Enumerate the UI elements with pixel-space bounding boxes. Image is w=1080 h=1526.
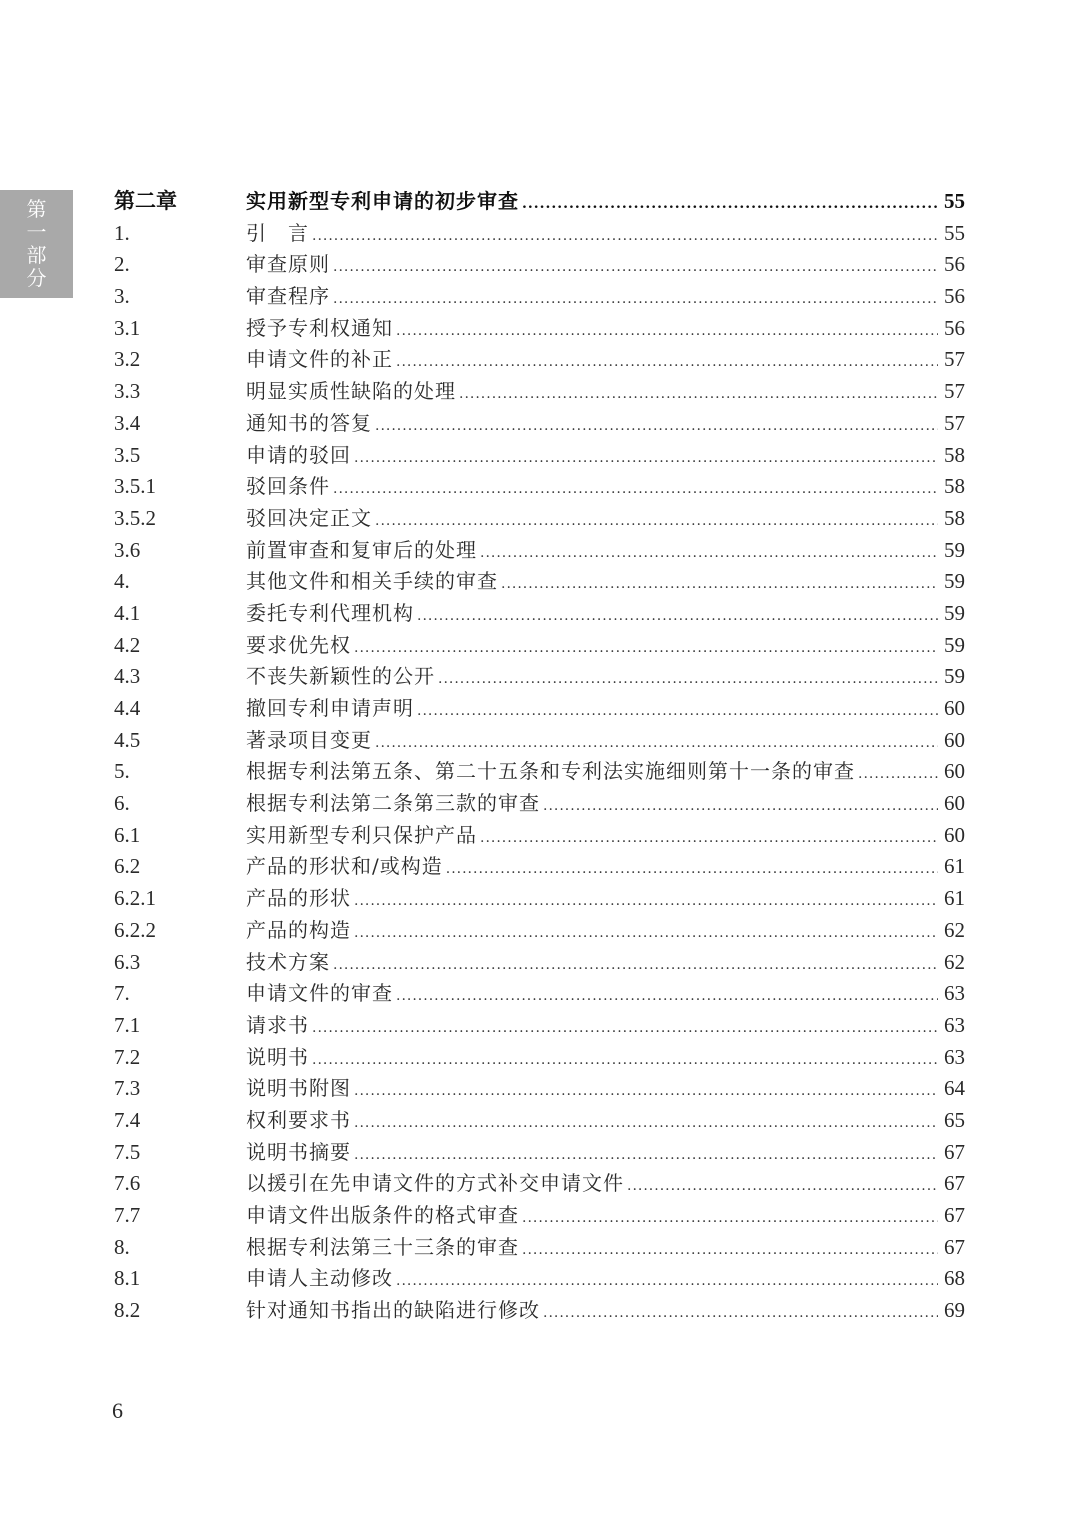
toc-entry-number: 3.5 bbox=[114, 442, 141, 467]
toc-entry-page: 62 bbox=[944, 917, 965, 942]
dot-leader bbox=[333, 284, 938, 316]
dot-leader bbox=[438, 664, 938, 696]
toc-entry-number: 7.2 bbox=[114, 1044, 141, 1069]
toc-entry-title: 说明书摘要 bbox=[246, 1139, 351, 1164]
toc-entry-title: 申请文件的补正 bbox=[246, 347, 393, 372]
toc-entry bbox=[114, 344, 965, 376]
toc-entry-title: 技术方案 bbox=[246, 949, 330, 974]
toc-entry-number: 4. bbox=[114, 569, 130, 594]
dot-leader bbox=[522, 189, 938, 221]
toc-entry-title: 驳回决定正文 bbox=[246, 505, 372, 530]
toc-entry-page: 61 bbox=[944, 854, 965, 879]
dot-leader bbox=[396, 316, 938, 348]
toc-entry-title: 申请文件出版条件的格式审查 bbox=[246, 1203, 519, 1227]
toc-entry-number: 7. bbox=[114, 981, 130, 1006]
toc-entry-number: 7.6 bbox=[114, 1171, 141, 1196]
toc-entry-title: 实用新型专利只保护产品 bbox=[246, 822, 477, 847]
toc-entry bbox=[114, 440, 965, 472]
toc-entry-number: 3.5.2 bbox=[114, 505, 156, 530]
dot-leader bbox=[446, 854, 938, 886]
toc-entry bbox=[114, 249, 965, 281]
toc-entry bbox=[114, 883, 965, 915]
toc-entry-number: 5. bbox=[114, 759, 130, 784]
page-number: 6 bbox=[112, 1398, 123, 1423]
toc-entry-title: 要求优先权 bbox=[246, 632, 351, 657]
toc-entry-title: 其他文件和相关手续的审查 bbox=[246, 569, 498, 594]
toc-entry-page: 67 bbox=[944, 1234, 965, 1259]
toc-entry-page: 63 bbox=[944, 1012, 965, 1037]
dot-leader bbox=[354, 1140, 938, 1172]
part-tab-char: 部 bbox=[26, 243, 47, 267]
dot-leader bbox=[312, 221, 938, 253]
part-tab-char: 分 bbox=[26, 266, 47, 290]
toc-entry-number: 8.2 bbox=[114, 1298, 141, 1323]
toc-entry bbox=[114, 376, 965, 408]
toc-entry-title: 申请人主动修改 bbox=[246, 1266, 393, 1291]
toc-entries bbox=[114, 218, 965, 1327]
toc-entry-number: 6.3 bbox=[114, 949, 141, 974]
dot-leader bbox=[459, 379, 938, 411]
dot-leader bbox=[354, 633, 938, 665]
toc-entry-page: 57 bbox=[944, 410, 965, 435]
toc-entry-number: 6.2.1 bbox=[114, 886, 156, 911]
chapter-number: 第二章 bbox=[114, 189, 177, 213]
dot-leader bbox=[312, 1045, 938, 1077]
toc-entry-page: 69 bbox=[944, 1298, 965, 1323]
toc-entry-page: 56 bbox=[944, 252, 965, 277]
toc-entry-title: 权利要求书 bbox=[246, 1107, 351, 1132]
toc-entry-title: 请求书 bbox=[246, 1012, 309, 1037]
dot-leader bbox=[354, 886, 938, 918]
toc-entry-number: 3.2 bbox=[114, 347, 141, 372]
toc-entry-title: 委托专利代理机构 bbox=[246, 600, 414, 625]
toc-entry bbox=[114, 503, 965, 535]
toc-entry-number: 4.1 bbox=[114, 600, 141, 625]
toc-entry-number: 2. bbox=[114, 252, 130, 277]
toc-entry-title: 产品的形状 bbox=[246, 886, 351, 911]
toc-entry-page: 57 bbox=[944, 379, 965, 404]
toc-entry bbox=[114, 1200, 965, 1232]
toc-entry-title: 前置审查和复审后的处理 bbox=[246, 537, 477, 562]
toc-entry-page: 58 bbox=[944, 474, 965, 499]
toc-entry-page: 56 bbox=[944, 315, 965, 340]
dot-leader bbox=[501, 569, 938, 601]
toc-entry bbox=[114, 1263, 965, 1295]
toc-entry bbox=[114, 661, 965, 693]
toc-entry bbox=[114, 915, 965, 947]
toc-entry-page: 58 bbox=[944, 505, 965, 530]
toc-entry-title: 根据专利法第二条第三款的审查 bbox=[246, 791, 540, 816]
dot-leader bbox=[480, 823, 938, 855]
toc-entry-title: 说明书 bbox=[246, 1044, 309, 1069]
dot-leader bbox=[333, 252, 938, 284]
toc-entry-title: 针对通知书指出的缺陷进行修改 bbox=[246, 1298, 540, 1323]
toc-entry-page: 59 bbox=[944, 664, 965, 689]
toc-entry bbox=[114, 218, 965, 250]
dot-leader bbox=[354, 443, 938, 475]
toc-entry bbox=[114, 471, 965, 503]
toc-entry-number: 7.5 bbox=[114, 1139, 141, 1164]
toc-entry bbox=[114, 566, 965, 598]
toc-entry bbox=[114, 408, 965, 440]
toc-entry-number: 7.1 bbox=[114, 1012, 141, 1037]
dot-leader bbox=[312, 1013, 938, 1045]
toc-entry-number: 7.7 bbox=[114, 1203, 141, 1227]
part-tab-char: 第 bbox=[26, 197, 47, 221]
toc-entry-number: 4.5 bbox=[114, 727, 141, 752]
dot-leader bbox=[396, 347, 938, 379]
dot-leader bbox=[354, 918, 938, 950]
toc-entry bbox=[114, 756, 965, 788]
toc-entry bbox=[114, 788, 965, 820]
toc-entry bbox=[114, 947, 965, 979]
dot-leader bbox=[354, 1076, 938, 1108]
chapter-page: 55 bbox=[944, 189, 965, 213]
toc-entry-title: 驳回条件 bbox=[246, 474, 330, 499]
dot-leader bbox=[480, 538, 938, 570]
dot-leader bbox=[543, 791, 938, 823]
toc-entry bbox=[114, 820, 965, 852]
dot-leader bbox=[522, 1203, 938, 1235]
toc-entry-page: 67 bbox=[944, 1139, 965, 1164]
toc-entry bbox=[114, 630, 965, 662]
toc-entry-title: 明显实质性缺陷的处理 bbox=[246, 379, 456, 404]
dot-leader bbox=[396, 981, 938, 1013]
toc-entry-number: 6. bbox=[114, 791, 130, 816]
dot-leader bbox=[333, 950, 938, 982]
toc-entry-title: 以援引在先申请文件的方式补交申请文件 bbox=[246, 1171, 624, 1196]
toc-entry-number: 6.2 bbox=[114, 854, 141, 879]
toc-entry bbox=[114, 1042, 965, 1074]
toc-entry-page: 59 bbox=[944, 600, 965, 625]
toc-entry-page: 64 bbox=[944, 1076, 965, 1101]
toc-entry bbox=[114, 851, 965, 883]
toc-entry-number: 4.2 bbox=[114, 632, 141, 657]
toc-entry-page: 60 bbox=[944, 759, 965, 784]
toc-entry bbox=[114, 1137, 965, 1169]
toc-entry bbox=[114, 725, 965, 757]
toc-entry-title: 根据专利法第五条、第二十五条和专利法实施细则第十一条的审查 bbox=[246, 759, 855, 784]
toc-entry-number: 7.4 bbox=[114, 1107, 141, 1132]
toc-entry bbox=[114, 1010, 965, 1042]
toc-entry-page: 55 bbox=[944, 220, 965, 245]
toc-entry-title: 不丧失新颖性的公开 bbox=[246, 664, 435, 689]
toc-entry-page: 67 bbox=[944, 1203, 965, 1227]
toc-entry-title: 授予专利权通知 bbox=[246, 315, 393, 340]
toc-entry-title: 著录项目变更 bbox=[246, 727, 372, 752]
toc-entry bbox=[114, 535, 965, 567]
dot-leader bbox=[858, 759, 938, 791]
toc-entry-number: 3.1 bbox=[114, 315, 141, 340]
toc-entry-number: 7.3 bbox=[114, 1076, 141, 1101]
toc-entry-number: 4.4 bbox=[114, 696, 141, 720]
dot-leader bbox=[375, 506, 938, 538]
dot-leader bbox=[375, 411, 938, 443]
toc-entry-page: 59 bbox=[944, 632, 965, 657]
toc-entry-title: 通知书的答复 bbox=[246, 410, 372, 435]
toc-entry-page: 58 bbox=[944, 442, 965, 467]
toc-entry bbox=[114, 1232, 965, 1264]
toc-entry-page: 60 bbox=[944, 727, 965, 752]
toc-entry-number: 8. bbox=[114, 1234, 130, 1259]
dot-leader bbox=[522, 1235, 938, 1267]
toc-entry bbox=[114, 1073, 965, 1105]
table-of-contents bbox=[114, 186, 965, 1327]
toc-entry-title: 产品的构造 bbox=[246, 917, 351, 942]
toc-entry-page: 59 bbox=[944, 537, 965, 562]
dot-leader bbox=[543, 1298, 938, 1330]
dot-leader bbox=[375, 728, 938, 760]
toc-entry-number: 3.6 bbox=[114, 537, 141, 562]
toc-entry-page: 59 bbox=[944, 569, 965, 594]
dot-leader bbox=[333, 474, 938, 506]
toc-entry-page: 63 bbox=[944, 1044, 965, 1069]
toc-entry bbox=[114, 598, 965, 630]
part-tab bbox=[0, 190, 73, 298]
toc-entry-page: 65 bbox=[944, 1107, 965, 1132]
toc-entry-number: 6.2.2 bbox=[114, 917, 156, 942]
dot-leader bbox=[417, 601, 938, 633]
toc-entry-title: 审查程序 bbox=[246, 284, 330, 309]
toc-entry-number: 4.3 bbox=[114, 664, 141, 689]
toc-entry bbox=[114, 281, 965, 313]
toc-entry-page: 61 bbox=[944, 886, 965, 911]
toc-entry-title: 审查原则 bbox=[246, 252, 330, 277]
toc-entry-page: 57 bbox=[944, 347, 965, 372]
toc-entry-number: 3. bbox=[114, 284, 130, 309]
toc-entry-title: 根据专利法第三十三条的审查 bbox=[246, 1234, 519, 1259]
toc-entry-title: 申请的驳回 bbox=[246, 442, 351, 467]
toc-entry-number: 3.5.1 bbox=[114, 474, 156, 499]
toc-entry-title: 引 言 bbox=[246, 220, 309, 245]
toc-entry-page: 68 bbox=[944, 1266, 965, 1291]
toc-entry-number: 8.1 bbox=[114, 1266, 141, 1291]
toc-entry-page: 56 bbox=[944, 284, 965, 309]
toc-entry bbox=[114, 978, 965, 1010]
toc-entry bbox=[114, 1295, 965, 1327]
toc-chapter-heading bbox=[114, 186, 965, 218]
toc-entry bbox=[114, 693, 965, 725]
dot-leader bbox=[627, 1171, 938, 1203]
dot-leader bbox=[417, 696, 938, 728]
dot-leader bbox=[354, 1108, 938, 1140]
toc-entry bbox=[114, 1105, 965, 1137]
toc-entry-page: 60 bbox=[944, 822, 965, 847]
toc-entry-number: 3.4 bbox=[114, 410, 141, 435]
toc-entry-number: 3.3 bbox=[114, 379, 141, 404]
toc-entry-number: 6.1 bbox=[114, 822, 141, 847]
toc-entry-page: 67 bbox=[944, 1171, 965, 1196]
toc-entry-number: 1. bbox=[114, 220, 130, 245]
chapter-title: 实用新型专利申请的初步审查 bbox=[246, 189, 519, 213]
dot-leader bbox=[396, 1266, 938, 1298]
part-tab-char: 一 bbox=[26, 220, 47, 244]
toc-entry-title: 撤回专利申请声明 bbox=[246, 696, 414, 720]
toc-entry-page: 62 bbox=[944, 949, 965, 974]
toc-entry-page: 63 bbox=[944, 981, 965, 1006]
toc-entry-title: 申请文件的审查 bbox=[246, 981, 393, 1006]
toc-entry-title: 产品的形状和/或构造 bbox=[246, 854, 443, 879]
toc-entry bbox=[114, 1168, 965, 1200]
toc-entry-page: 60 bbox=[944, 696, 965, 720]
toc-entry-title: 说明书附图 bbox=[246, 1076, 351, 1101]
toc-entry bbox=[114, 313, 965, 345]
toc-entry-page: 60 bbox=[944, 791, 965, 816]
